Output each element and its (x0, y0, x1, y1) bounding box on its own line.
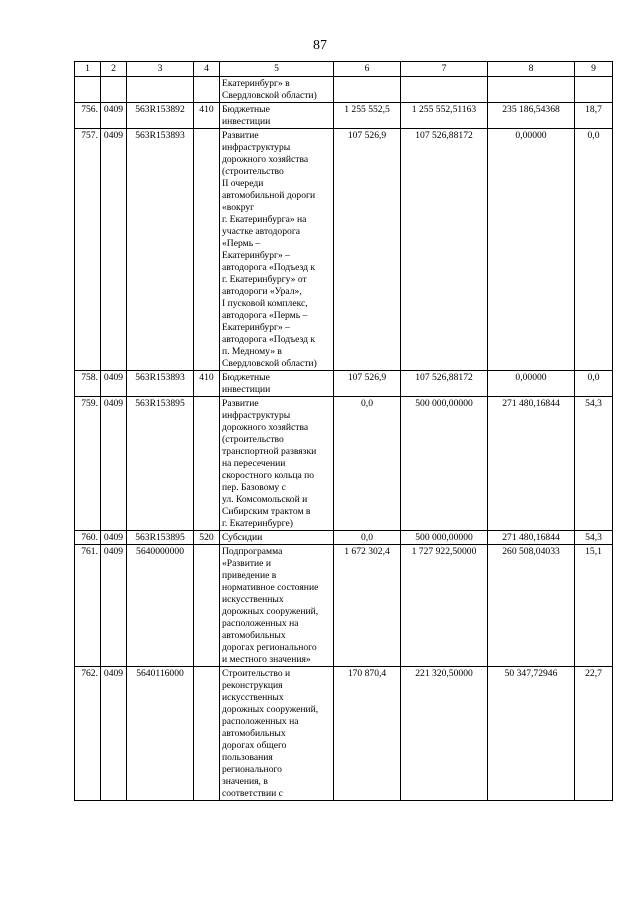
percent-cell: 54,3 (575, 531, 613, 545)
section-code-cell: 0409 (101, 371, 127, 397)
amount-col7-cell: 500 000,00000 (401, 531, 488, 545)
table-body (75, 62, 613, 801)
item-name-cell: Субсидии (220, 531, 334, 545)
amount-col8-cell: 0,00000 (488, 129, 575, 371)
section-code-cell (101, 77, 127, 103)
expense-type-cell: 410 (194, 371, 220, 397)
item-name-cell: Бюджетные инвестиции (220, 371, 334, 397)
expense-type-cell: 520 (194, 531, 220, 545)
target-article-cell: 5640116000 (127, 667, 194, 801)
section-code-cell: 0409 (101, 667, 127, 801)
amount-col7-cell (401, 77, 488, 103)
amount-col7-cell: 1 255 552,51163 (401, 103, 488, 129)
amount-col8-cell: 235 186,54368 (488, 103, 575, 129)
table-row (75, 129, 613, 371)
row-number-cell: 756. (75, 103, 101, 129)
expense-type-cell (194, 129, 220, 371)
amount-col6-cell: 107 526,9 (334, 129, 401, 371)
column-header: 7 (401, 62, 488, 77)
row-number-cell: 757. (75, 129, 101, 371)
budget-table (74, 61, 613, 801)
section-code-cell: 0409 (101, 103, 127, 129)
column-header: 9 (575, 62, 613, 77)
amount-col8-cell: 260 508,04033 (488, 545, 575, 667)
percent-cell: 0,0 (575, 371, 613, 397)
item-name-cell: Строительство и реконструкция искусственных дорожных сооружений, расположенных на автомобильных дорогах общего пользования регионального значения, в соответствии с (220, 667, 334, 801)
column-header: 3 (127, 62, 194, 77)
row-number-cell: 759. (75, 397, 101, 531)
column-header: 8 (488, 62, 575, 77)
amount-col8-cell: 271 480,16844 (488, 531, 575, 545)
amount-col7-cell: 500 000,00000 (401, 397, 488, 531)
item-name-cell: Екатеринбург» в Свердловской области) (220, 77, 334, 103)
percent-cell (575, 77, 613, 103)
percent-cell: 54,3 (575, 397, 613, 531)
column-header-row (75, 62, 613, 77)
amount-col6-cell: 107 526,9 (334, 371, 401, 397)
table-row (75, 77, 613, 103)
item-name-cell: Подпрограмма «Развитие и приведение в нормативное состояние искусственных дорожных сооружений, расположенных на автомобильных дорогах регионального и местного значения» (220, 545, 334, 667)
percent-cell: 18,7 (575, 103, 613, 129)
row-number-cell (75, 77, 101, 103)
percent-cell: 22,7 (575, 667, 613, 801)
page-number: 87 (313, 38, 327, 53)
amount-col8-cell: 0,00000 (488, 371, 575, 397)
target-article-cell: 563R153895 (127, 531, 194, 545)
table-row (75, 103, 613, 129)
item-name-cell: Развитие инфраструктуры дорожного хозяйства (строительство транспортной развязки на пересечении скоростного кольца по пер. Базовому с ул. Комсомольской и Сибирским трактом в г. Екатеринбурге) (220, 397, 334, 531)
column-header: 6 (334, 62, 401, 77)
amount-col6-cell (334, 77, 401, 103)
row-number-cell: 761. (75, 545, 101, 667)
expense-type-cell (194, 77, 220, 103)
target-article-cell: 563R153893 (127, 371, 194, 397)
target-article-cell (127, 77, 194, 103)
amount-col7-cell: 1 727 922,50000 (401, 545, 488, 667)
amount-col7-cell: 107 526,88172 (401, 129, 488, 371)
section-code-cell: 0409 (101, 531, 127, 545)
row-number-cell: 758. (75, 371, 101, 397)
percent-cell: 0,0 (575, 129, 613, 371)
table-row (75, 371, 613, 397)
amount-col8-cell: 271 480,16844 (488, 397, 575, 531)
amount-col6-cell: 0,0 (334, 531, 401, 545)
amount-col7-cell: 221 320,50000 (401, 667, 488, 801)
table-row (75, 397, 613, 531)
column-header: 1 (75, 62, 101, 77)
section-code-cell: 0409 (101, 129, 127, 371)
amount-col6-cell: 1 255 552,5 (334, 103, 401, 129)
table-row (75, 667, 613, 801)
target-article-cell: 563R153893 (127, 129, 194, 371)
table-row (75, 531, 613, 545)
target-article-cell: 563R153892 (127, 103, 194, 129)
amount-col6-cell: 0,0 (334, 397, 401, 531)
target-article-cell: 5640000000 (127, 545, 194, 667)
table-row (75, 545, 613, 667)
amount-col8-cell (488, 77, 575, 103)
column-header: 4 (194, 62, 220, 77)
amount-col7-cell: 107 526,88172 (401, 371, 488, 397)
amount-col8-cell: 50 347,72946 (488, 667, 575, 801)
section-code-cell: 0409 (101, 545, 127, 667)
column-header: 2 (101, 62, 127, 77)
section-code-cell: 0409 (101, 397, 127, 531)
row-number-cell: 760. (75, 531, 101, 545)
item-name-cell: Развитие инфраструктуры дорожного хозяйства (строительство II очереди автомобильной дороги «вокруг г. Екатеринбурга» на участке автодорога «Пермь – Екатеринбург» – автодорога «Подъезд к г. Екатеринбургу» от автодороги «Урал», I пусковой комплекс, автодорога «Пермь – Екатеринбург» – автодорога «Подъезд к п. Медному» в Свердловской области) (220, 129, 334, 371)
percent-cell: 15,1 (575, 545, 613, 667)
amount-col6-cell: 170 870,4 (334, 667, 401, 801)
amount-col6-cell: 1 672 302,4 (334, 545, 401, 667)
item-name-cell: Бюджетные инвестиции (220, 103, 334, 129)
expense-type-cell: 410 (194, 103, 220, 129)
expense-type-cell (194, 667, 220, 801)
row-number-cell: 762. (75, 667, 101, 801)
expense-type-cell (194, 397, 220, 531)
column-header: 5 (220, 62, 334, 77)
expense-type-cell (194, 545, 220, 667)
target-article-cell: 563R153895 (127, 397, 194, 531)
